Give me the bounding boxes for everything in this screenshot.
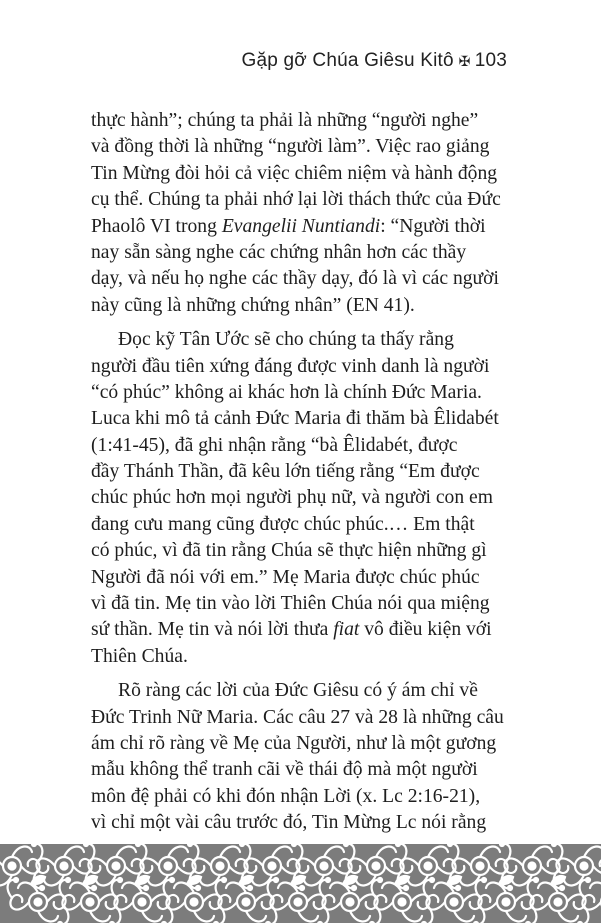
text-run: môn đệ phải có khi đón nhận Lời (x. Lc 2:16-21), xyxy=(91,785,481,807)
cross-icon: ✠ xyxy=(458,53,471,69)
leaf-motif xyxy=(184,872,204,888)
text-line xyxy=(91,565,511,591)
leaf-motif xyxy=(28,872,48,888)
paragraph-gap xyxy=(91,319,511,327)
leaf-motif xyxy=(496,872,516,888)
text-run: Luca khi mô tả cảnh Đức Maria đi thăm bà Êlidabét xyxy=(91,408,499,430)
text-run: : “Người thời xyxy=(380,215,486,237)
text-run: nay sẵn sàng nghe các chứng nhân hơn các thầy xyxy=(91,241,467,263)
text-line xyxy=(91,214,511,240)
text-run: ám chỉ rõ ràng về Mẹ của Người, như là một gương xyxy=(91,732,497,754)
text-run: Tin Mừng đòi hỏi cả việc chiêm niệm và hành động xyxy=(91,162,498,184)
text-line xyxy=(91,134,511,160)
text-line xyxy=(91,705,511,731)
text-run: đang cưu mang cũng được chúc phúc.… Em thật xyxy=(91,513,475,535)
text-run: Đọc kỹ Tân Ước sẽ cho chúng ta thấy rằng xyxy=(118,329,454,351)
text-line xyxy=(91,459,511,485)
text-line xyxy=(91,644,511,670)
leaf-motif xyxy=(548,872,568,888)
text-run: đầy Thánh Thần, đã kêu lớn tiếng rằng “Em được xyxy=(91,461,480,483)
text-run: và đồng thời là những “người làm”. Việc rao giảng xyxy=(91,136,490,158)
text-line xyxy=(91,617,511,643)
text-line xyxy=(91,512,511,538)
running-header-title: Gặp gỡ Chúa Giêsu Kitô xyxy=(241,50,454,71)
italic-term: fiat xyxy=(333,619,360,641)
text-line xyxy=(91,731,511,757)
text-line xyxy=(91,380,511,406)
running-header xyxy=(242,50,508,72)
text-line xyxy=(91,485,511,511)
text-line xyxy=(91,538,511,564)
text-line xyxy=(91,161,511,187)
text-line xyxy=(91,591,511,617)
text-run: dạy, và nếu họ nghe các thầy dạy, đó là vì các người xyxy=(91,268,499,290)
text-line xyxy=(91,406,511,432)
text-run: vì đã tin. Mẹ tin vào lời Thiên Chúa nói qua miệng xyxy=(91,593,490,615)
flower-motif xyxy=(580,878,601,923)
text-run: thực hành”; chúng ta phải là những “người nghe” xyxy=(91,110,479,131)
text-run: có phúc, vì đã tin rằng Chúa sẽ thực hiện những gì xyxy=(91,540,487,562)
text-run: Đức Trinh Nữ Maria. Các câu 27 và 28 là những câu xyxy=(91,706,504,728)
text-line xyxy=(91,757,511,783)
leaf-motif xyxy=(340,872,360,888)
text-run: người đầu tiên xứng đáng được vinh danh là người xyxy=(91,355,490,377)
leaf-motif xyxy=(392,872,412,888)
text-line xyxy=(91,240,511,266)
leaf-motif xyxy=(132,872,152,888)
leaf-motif xyxy=(236,872,256,888)
paragraph xyxy=(91,327,511,670)
text-line xyxy=(91,266,511,292)
floral-ornament-border xyxy=(0,844,601,923)
text-run: chúc phúc hơn mọi người phụ nữ, và người con em xyxy=(91,487,493,509)
text-run: này cũng là những chứng nhân” (EN 41). xyxy=(91,294,415,316)
body-text xyxy=(91,108,511,837)
text-run: sứ thần. Mẹ tin và nói lời thưa xyxy=(91,619,334,641)
text-run: Phaolô VI trong xyxy=(91,215,222,237)
text-run: cụ thể. Chúng ta phải nhớ lại lời thách thức của Đức xyxy=(91,189,501,211)
paragraph-gap xyxy=(91,670,511,678)
italic-term: Evangelii Nuntiandi xyxy=(221,215,381,237)
text-line xyxy=(91,784,511,810)
text-line xyxy=(91,327,511,353)
text-line xyxy=(91,293,511,319)
floral-ornament-pattern xyxy=(0,844,601,923)
text-line xyxy=(91,810,511,836)
text-line xyxy=(91,187,511,213)
text-run: mẫu không thể tranh cãi về thái độ mà một người xyxy=(91,759,478,781)
text-line xyxy=(91,678,511,704)
text-line xyxy=(91,354,511,380)
leaf-motif xyxy=(80,872,100,888)
text-run: “có phúc” không ai khác hơn là chính Đức Maria. xyxy=(91,381,482,403)
text-run: vô điều kiện với xyxy=(359,619,492,641)
paragraph xyxy=(91,678,511,836)
text-run: Rõ ràng các lời của Đức Giêsu có ý ám chỉ về xyxy=(118,680,478,702)
leaf-motif xyxy=(288,872,308,888)
paragraph xyxy=(91,108,511,319)
text-run: Người đã nói với em.” Mẹ Maria được chúc phúc xyxy=(91,566,480,588)
text-line xyxy=(91,108,511,134)
text-run: vì chỉ một vài câu trước đó, Tin Mừng Lc nói rằng xyxy=(91,812,487,834)
text-run: (1:41-45), đã ghi nhận rằng “bà Êlidabét, được xyxy=(91,434,458,456)
text-line xyxy=(91,433,511,459)
page-number: 103 xyxy=(474,50,507,71)
text-run: Thiên Chúa. xyxy=(91,645,188,667)
leaf-motif xyxy=(444,872,464,888)
